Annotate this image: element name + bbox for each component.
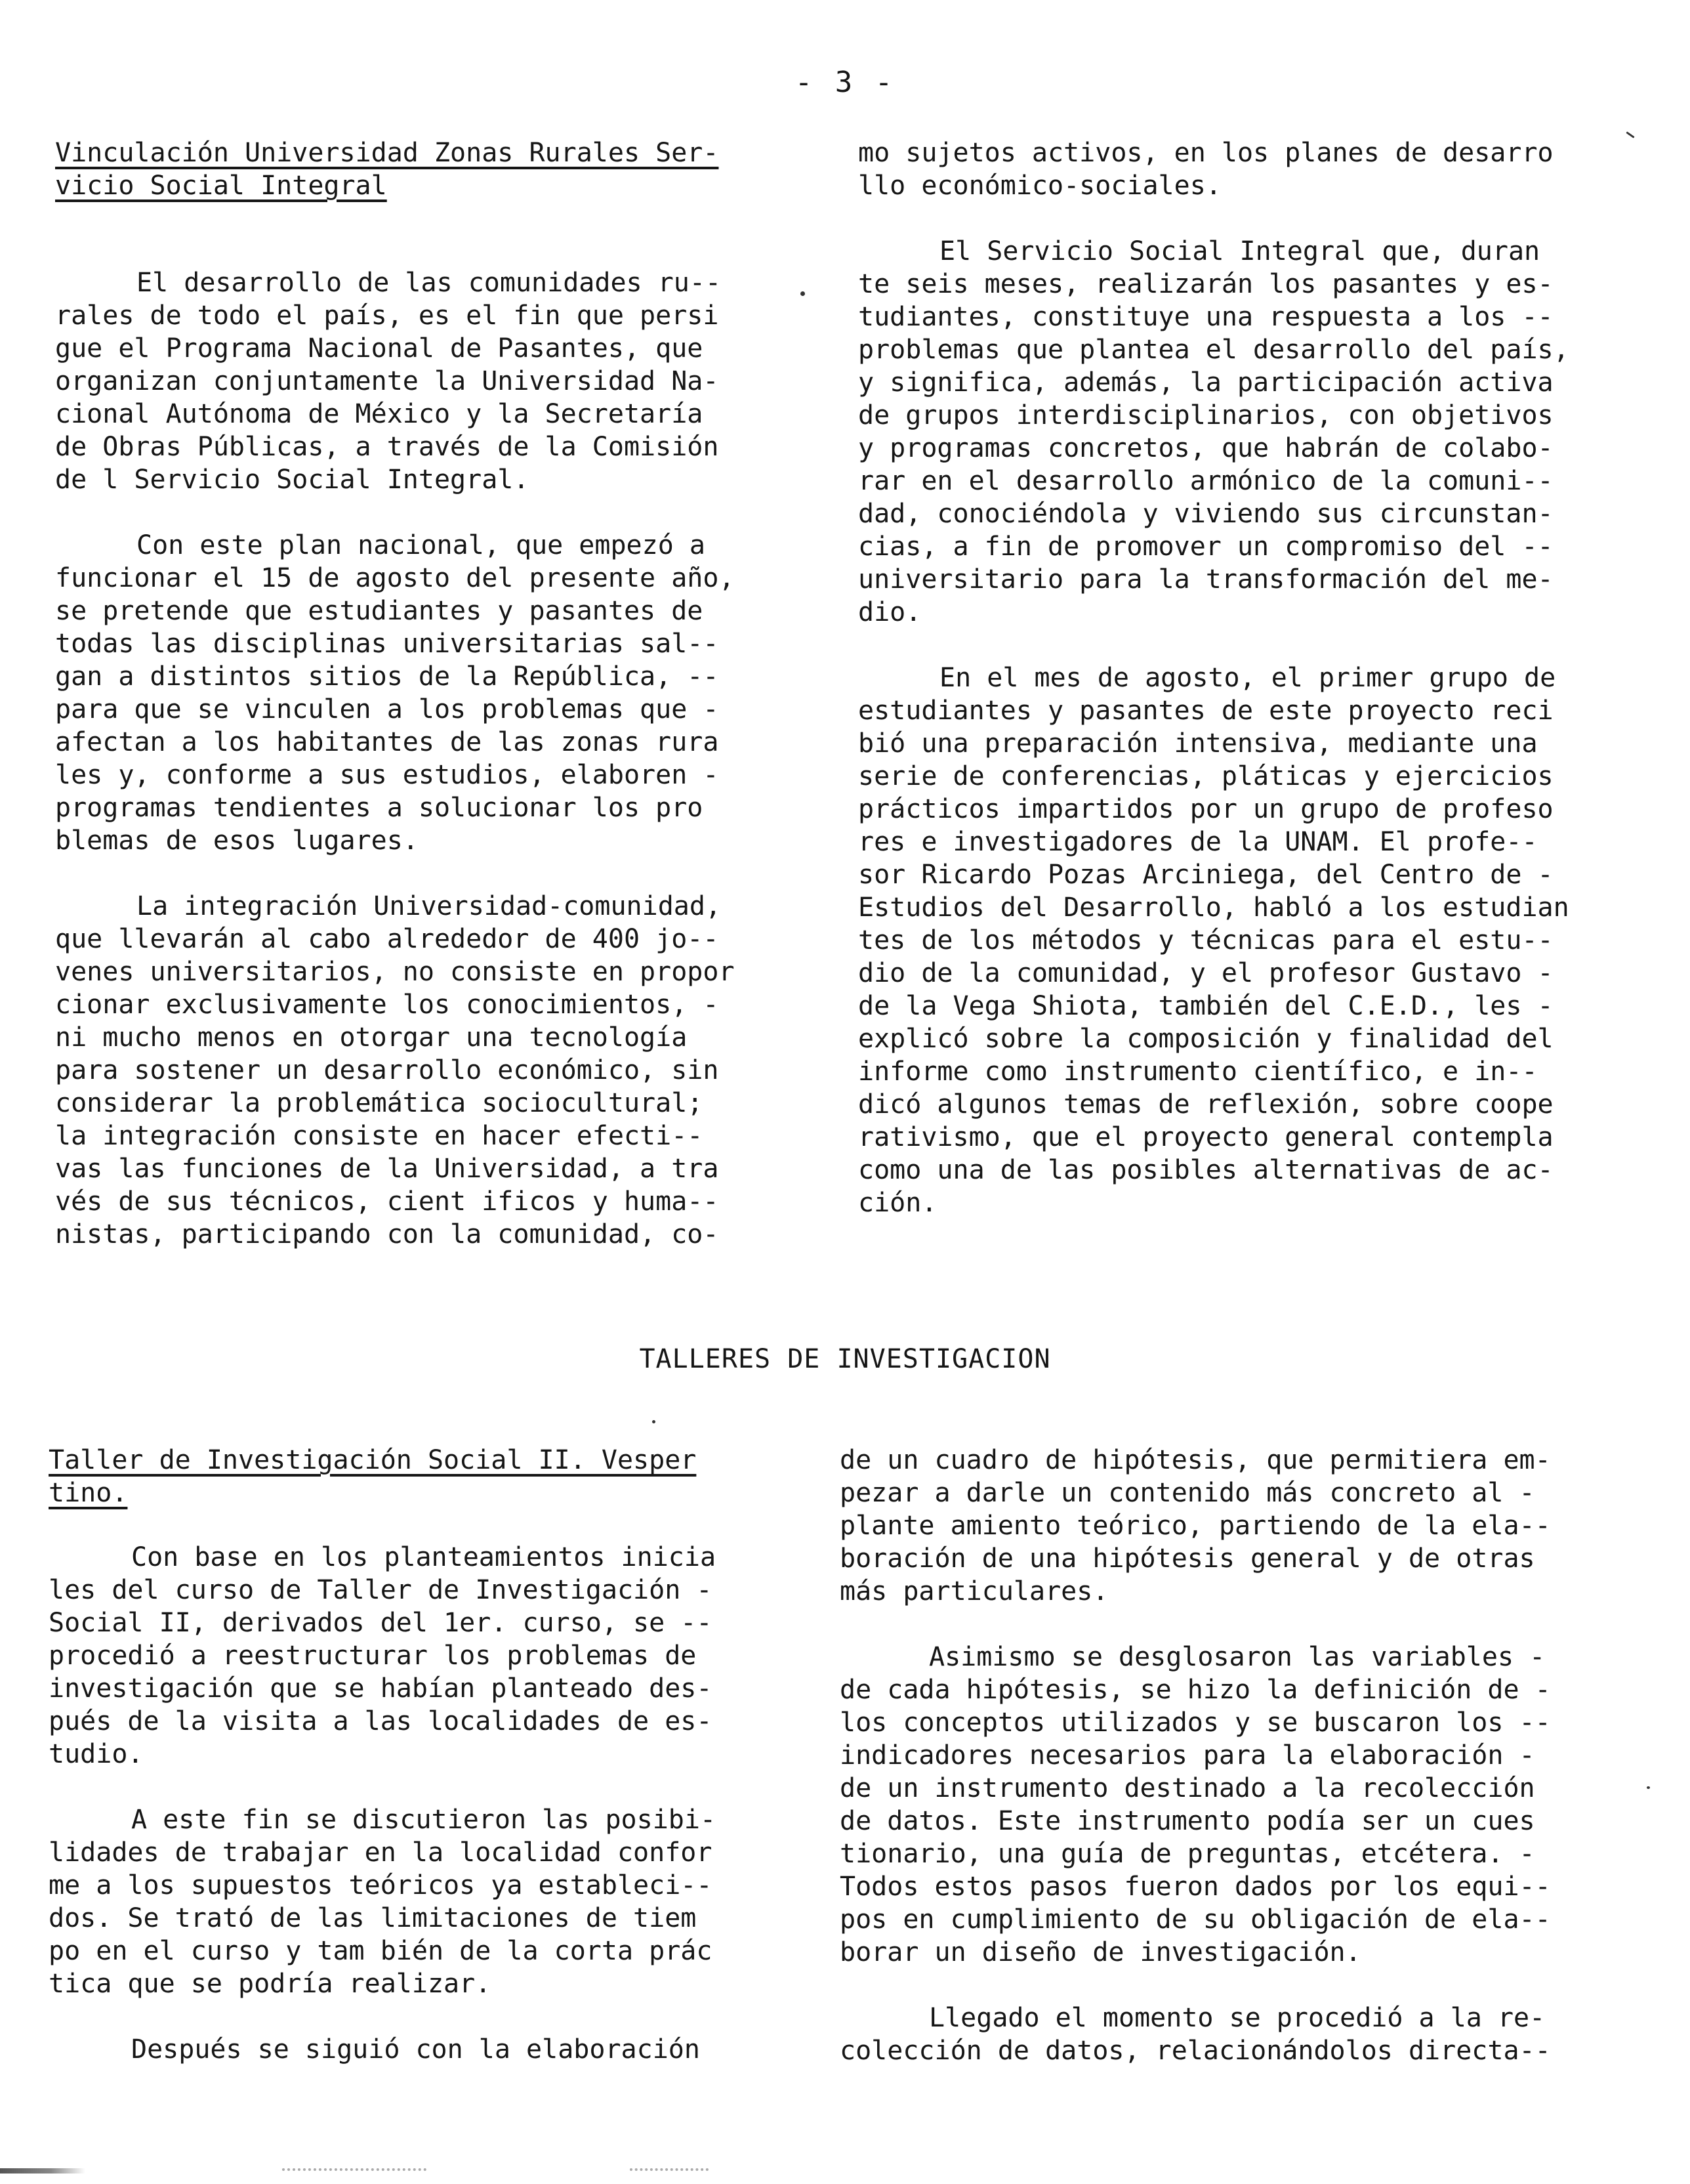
section2-left-paragraph-2: A este fin se discutieron las posibi- lidades de trabajar en la localidad confor me a los supuestos teóricos ya estableci-- dos. Se trató de las limitaciones de tiem po en el curso y tam bién de la corta prác tica que se podría realizar. bbox=[49, 1805, 716, 1999]
section-title: TALLERES DE INVESTIGACION bbox=[639, 1344, 1051, 1374]
scan-speck bbox=[1626, 131, 1634, 138]
section2-left-column bbox=[49, 1444, 790, 2066]
scan-edge-mark bbox=[0, 2168, 85, 2174]
section2-right-paragraph-1: de un cuadro de hipótesis, que permitiera em- pezar a darle un contenido más concreto al - plante amiento teórico, partiendo de la ela-- boración de una hipótesis general y de otras más particulares. bbox=[840, 1445, 1551, 1606]
section1-right-paragraph-3: En el mes de agosto, el primer grupo de estudiantes y pasantes de este proyecto reci bió una preparación intensiva, mediante una serie de conferencias, pláticas y ejercicios prácticos impartidos por un grupo de profeso res e investigadores de la UNAM. El profe-- sor Ricardo Pozas Arciniega, del Centro de - Estudios del Desarrollo, habló a los estudian tes de los métodos y técnicas para el estu-- dio de la comunidad, y el profesor Gustavo - de la Vega Shiota, también del C.E.D., les - explicó sobre la composición y finalidad del informe como instrumento científico, e in-- dicó algunos temas de reflexión, sobre coope rativismo, que el proyecto general contempla como una de las posibles alternativas de ac- ción. bbox=[858, 663, 1569, 1218]
section2-right-column bbox=[840, 1444, 1614, 2067]
section1-left-paragraph-1: El desarrollo de las comunidades ru-- rales de todo el país, es el fin que persi gue el Programa Nacional de Pasantes, que organizan conjuntamente la Universidad Na- cional Autónoma de México y la Secretaría de Obras Públicas, a través de la Comisión de l Servicio Social Integral. bbox=[55, 268, 722, 495]
section1-heading: Vinculación Universidad Zonas Rurales Ser- vicio Social Integral bbox=[55, 138, 719, 201]
section2-right-paragraph-2: Asimismo se desglosaron las variables - de cada hipótesis, se hizo la definición de - los conceptos utilizados y se buscaron los -- indicadores necesarios para la elaboración - de un instrumento destinado a la recolección de datos. Este instrumento podía ser un cues tionario, una guía de preguntas, etcétera. - Todos estos pasos fueron dados por los equi-- pos en cumplimiento de su obligación de ela-- borar un diseño de investigación. bbox=[840, 1642, 1551, 1967]
scan-speck bbox=[652, 1420, 655, 1423]
scan-edge-mark bbox=[282, 2166, 426, 2171]
section1-left-column bbox=[55, 136, 790, 1251]
section2-left-paragraph-1: Con base en los planteamientos inicia les del curso de Taller de Investigación - Social II, derivados del 1er. curso, se -- procedió a reestructurar los problemas de investigación que se habían planteado des- pués de la visita a las localidades de es- tudio. bbox=[49, 1542, 716, 1769]
section1-right-paragraph-1: mo sujetos activos, en los planes de desarro llo económico-sociales. bbox=[858, 138, 1554, 201]
page-number: - 3 - bbox=[794, 66, 896, 99]
section1-right-paragraph-2: El Servicio Social Integral que, duran te seis meses, realizarán los pasantes y es- tudiantes, constituye una respuesta a los -- problemas que plantea el desarrollo del país, y significa, además, la participación activa de grupos interdisciplinarios, con objetivos y programas concretos, que habrán de colabo- rar en el desarrollo armónico de la comuni-- dad, conociéndola y viviendo sus circunstan- cias, a fin de promover un compromiso del -- universitario para la transformación del me- dio. bbox=[858, 236, 1569, 627]
scan-edge-mark bbox=[630, 2166, 709, 2171]
section2-left-paragraph-3: Después se siguió con la elaboración bbox=[131, 2034, 700, 2065]
section1-right-column bbox=[858, 136, 1619, 1219]
section2-heading: Taller de Investigación Social II. Vesper tino. bbox=[49, 1445, 697, 1508]
section1-left-paragraph-2: Con este plan nacional, que empezó a funcionar el 15 de agosto del presente año, se pretende que estudiantes y pasantes de todas las disciplinas universitarias sal-- gan a distintos sitios de la República, -- para que se vinculen a los problemas que - afectan a los habitantes de las zonas rura les y, conforme a sus estudios, elaboren - programas tendientes a solucionar los pro blemas de esos lugares. bbox=[55, 530, 735, 856]
scan-speck bbox=[800, 291, 805, 296]
section2-right-paragraph-3: Llegado el momento se procedió a la re- colección de datos, relacionándolos directa-- bbox=[840, 2003, 1551, 2066]
scan-speck bbox=[1647, 1786, 1650, 1789]
section1-left-paragraph-3: La integración Universidad-comunidad, que llevarán al cabo alrededor de 400 jo-- venes universitarios, no consiste en propor cionar exclusivamente los conocimientos, - ni mucho menos en otorgar una tecnología para sostener un desarrollo económico, sin considerar la problemática sociocultural; la integración consiste en hacer efecti-- vas las funciones de la Universidad, a tra vés de sus técnicos, cient ificos y huma-- nistas, participando con la comunidad, co- bbox=[55, 891, 735, 1250]
